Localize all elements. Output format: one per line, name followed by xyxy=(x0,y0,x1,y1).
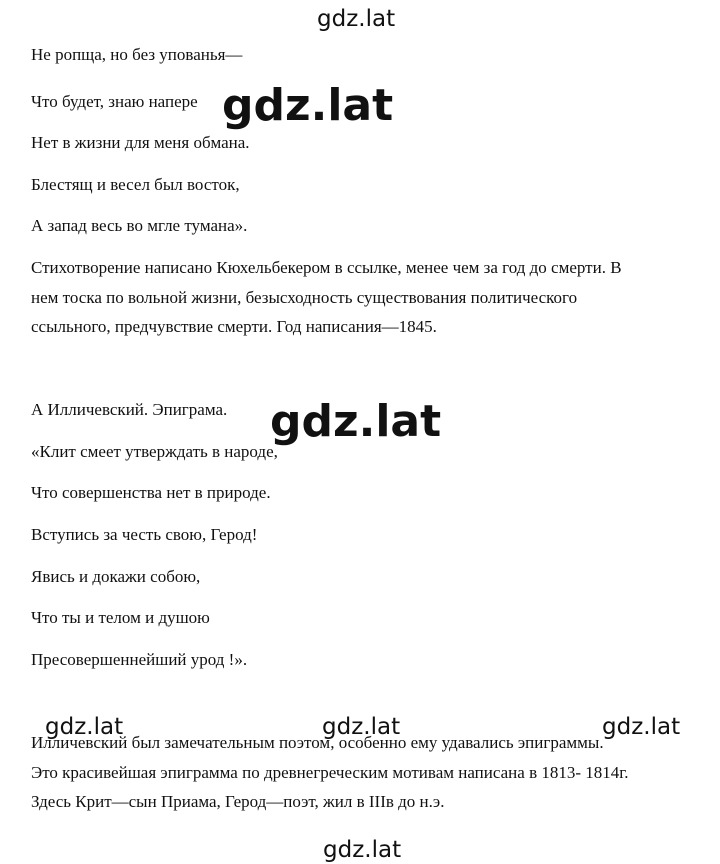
poem-2-line-4: Явись и докажи собою, xyxy=(31,567,201,586)
poem-2-line-2: Что совершенства нет в природе. xyxy=(31,483,271,502)
watermark-bottom-center: gdz.lat xyxy=(322,714,401,740)
poem-2-line-5: Что ты и телом и душою xyxy=(31,608,210,627)
poem-2-line-3: Вступись за честь свою, Герод! xyxy=(31,525,258,544)
watermark-top: gdz.lat xyxy=(317,6,396,32)
watermark-bottom-left: gdz.lat xyxy=(45,714,124,740)
poem-2-line-6: Пресовершеннейший урод !». xyxy=(31,650,248,669)
watermark-footer: gdz.lat xyxy=(323,837,402,863)
commentary-2-line-2: Это красивейшая эпиграмма по древнегреческим мотивам написана в 1813- 1814г. xyxy=(31,763,629,782)
poem-1-line-4: Блестящ и весел был восток, xyxy=(31,175,240,194)
poem-1-line-1: Не ропща, но без упованья— xyxy=(31,45,243,64)
watermark-big-2: gdz.lat xyxy=(270,396,442,447)
poem-2-line-1: «Клит смеет утверждать в народе, xyxy=(31,442,278,461)
watermark-big-1: gdz.lat xyxy=(222,80,394,131)
commentary-2-line-1: Илличевский был замечательным поэтом, особенно ему удавались эпиграммы. xyxy=(31,733,604,752)
poem-2-heading: А Илличевский. Эпиграма. xyxy=(31,400,228,419)
commentary-1-line-1: Стихотворение написано Кюхельбекером в ссылке, менее чем за год до смерти. В xyxy=(31,258,622,277)
poem-1-line-3: Нет в жизни для меня обмана. xyxy=(31,133,250,152)
poem-1-line-5: А запад весь во мгле тумана». xyxy=(31,216,248,235)
commentary-2-line-3: Здесь Крит—сын Приама, Герод—поэт, жил в IIIв до н.э. xyxy=(31,792,445,811)
commentary-1-line-2: нем тоска по вольной жизни, безысходность существования политического xyxy=(31,288,578,307)
watermark-bottom-right: gdz.lat xyxy=(602,714,681,740)
commentary-1-line-3: ссыльного, предчувствие смерти. Год написания—1845. xyxy=(31,317,437,336)
poem-1-line-2: Что будет, знаю напере xyxy=(31,92,198,111)
